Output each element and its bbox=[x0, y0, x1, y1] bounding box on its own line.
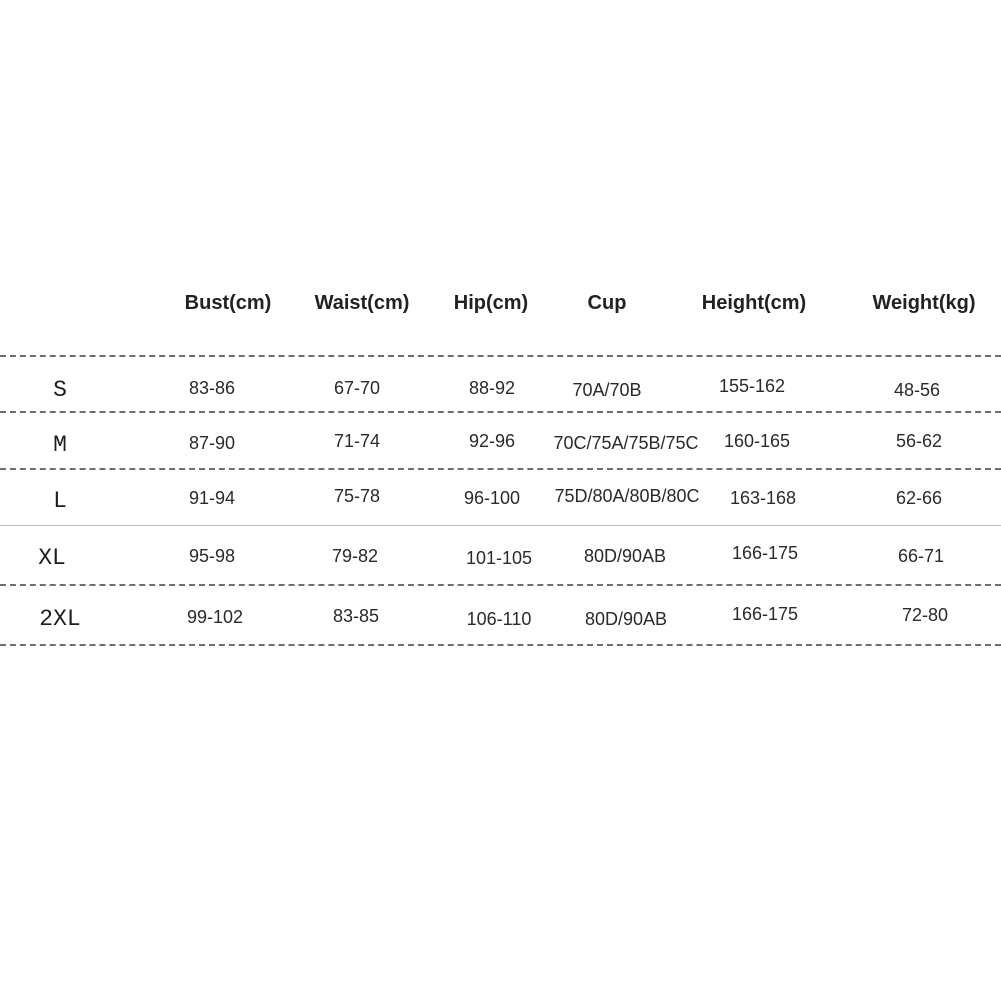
header-waist: Waist(cm) bbox=[314, 292, 410, 314]
waist-value: 75-78 bbox=[333, 486, 381, 506]
bust-value: 95-98 bbox=[188, 546, 236, 566]
cup-value: 70C/75A/75B/75C bbox=[553, 433, 699, 453]
hip-value: 92-96 bbox=[468, 431, 516, 451]
height-value: 155-162 bbox=[718, 376, 786, 396]
bust-value: 87-90 bbox=[188, 433, 236, 453]
bust-value: 91-94 bbox=[188, 488, 236, 508]
weight-value: 62-66 bbox=[895, 488, 943, 508]
weight-value: 48-56 bbox=[893, 380, 941, 400]
size-label: M bbox=[53, 432, 67, 458]
header-weight: Weight(kg) bbox=[872, 292, 976, 314]
height-value: 166-175 bbox=[731, 543, 799, 563]
row-divider bbox=[0, 584, 1001, 586]
row-divider bbox=[0, 411, 1001, 413]
hip-value: 96-100 bbox=[463, 488, 521, 508]
cup-value: 80D/90AB bbox=[584, 609, 668, 629]
height-value: 160-165 bbox=[723, 431, 791, 451]
waist-value: 83-85 bbox=[332, 606, 380, 626]
waist-value: 79-82 bbox=[331, 546, 379, 566]
table-bottom-divider bbox=[0, 644, 1001, 646]
row-divider bbox=[0, 468, 1001, 470]
hip-value: 106-110 bbox=[466, 609, 532, 629]
header-cup: Cup bbox=[587, 292, 627, 314]
header-bust: Bust(cm) bbox=[184, 292, 272, 314]
header-height: Height(cm) bbox=[701, 292, 807, 314]
cup-value: 70A/70B bbox=[572, 380, 642, 400]
height-value: 163-168 bbox=[729, 488, 797, 508]
size-label: 2XL bbox=[39, 606, 81, 632]
hip-value: 101-105 bbox=[465, 548, 533, 568]
row-divider bbox=[0, 525, 1001, 526]
waist-value: 71-74 bbox=[333, 431, 381, 451]
weight-value: 66-71 bbox=[897, 546, 945, 566]
size-label: L bbox=[53, 488, 67, 514]
header-hip: Hip(cm) bbox=[453, 292, 529, 314]
waist-value: 67-70 bbox=[333, 378, 381, 398]
bust-value: 99-102 bbox=[186, 607, 244, 627]
size-label: S bbox=[53, 377, 67, 403]
hip-value: 88-92 bbox=[468, 378, 516, 398]
cup-value: 75D/80A/80B/80C bbox=[554, 486, 700, 506]
bust-value: 83-86 bbox=[188, 378, 236, 398]
height-value: 166-175 bbox=[731, 604, 799, 624]
size-label: XL bbox=[38, 545, 66, 571]
cup-value: 80D/90AB bbox=[583, 546, 667, 566]
weight-value: 56-62 bbox=[895, 431, 943, 451]
header-divider bbox=[0, 355, 1001, 357]
weight-value: 72-80 bbox=[901, 605, 949, 625]
